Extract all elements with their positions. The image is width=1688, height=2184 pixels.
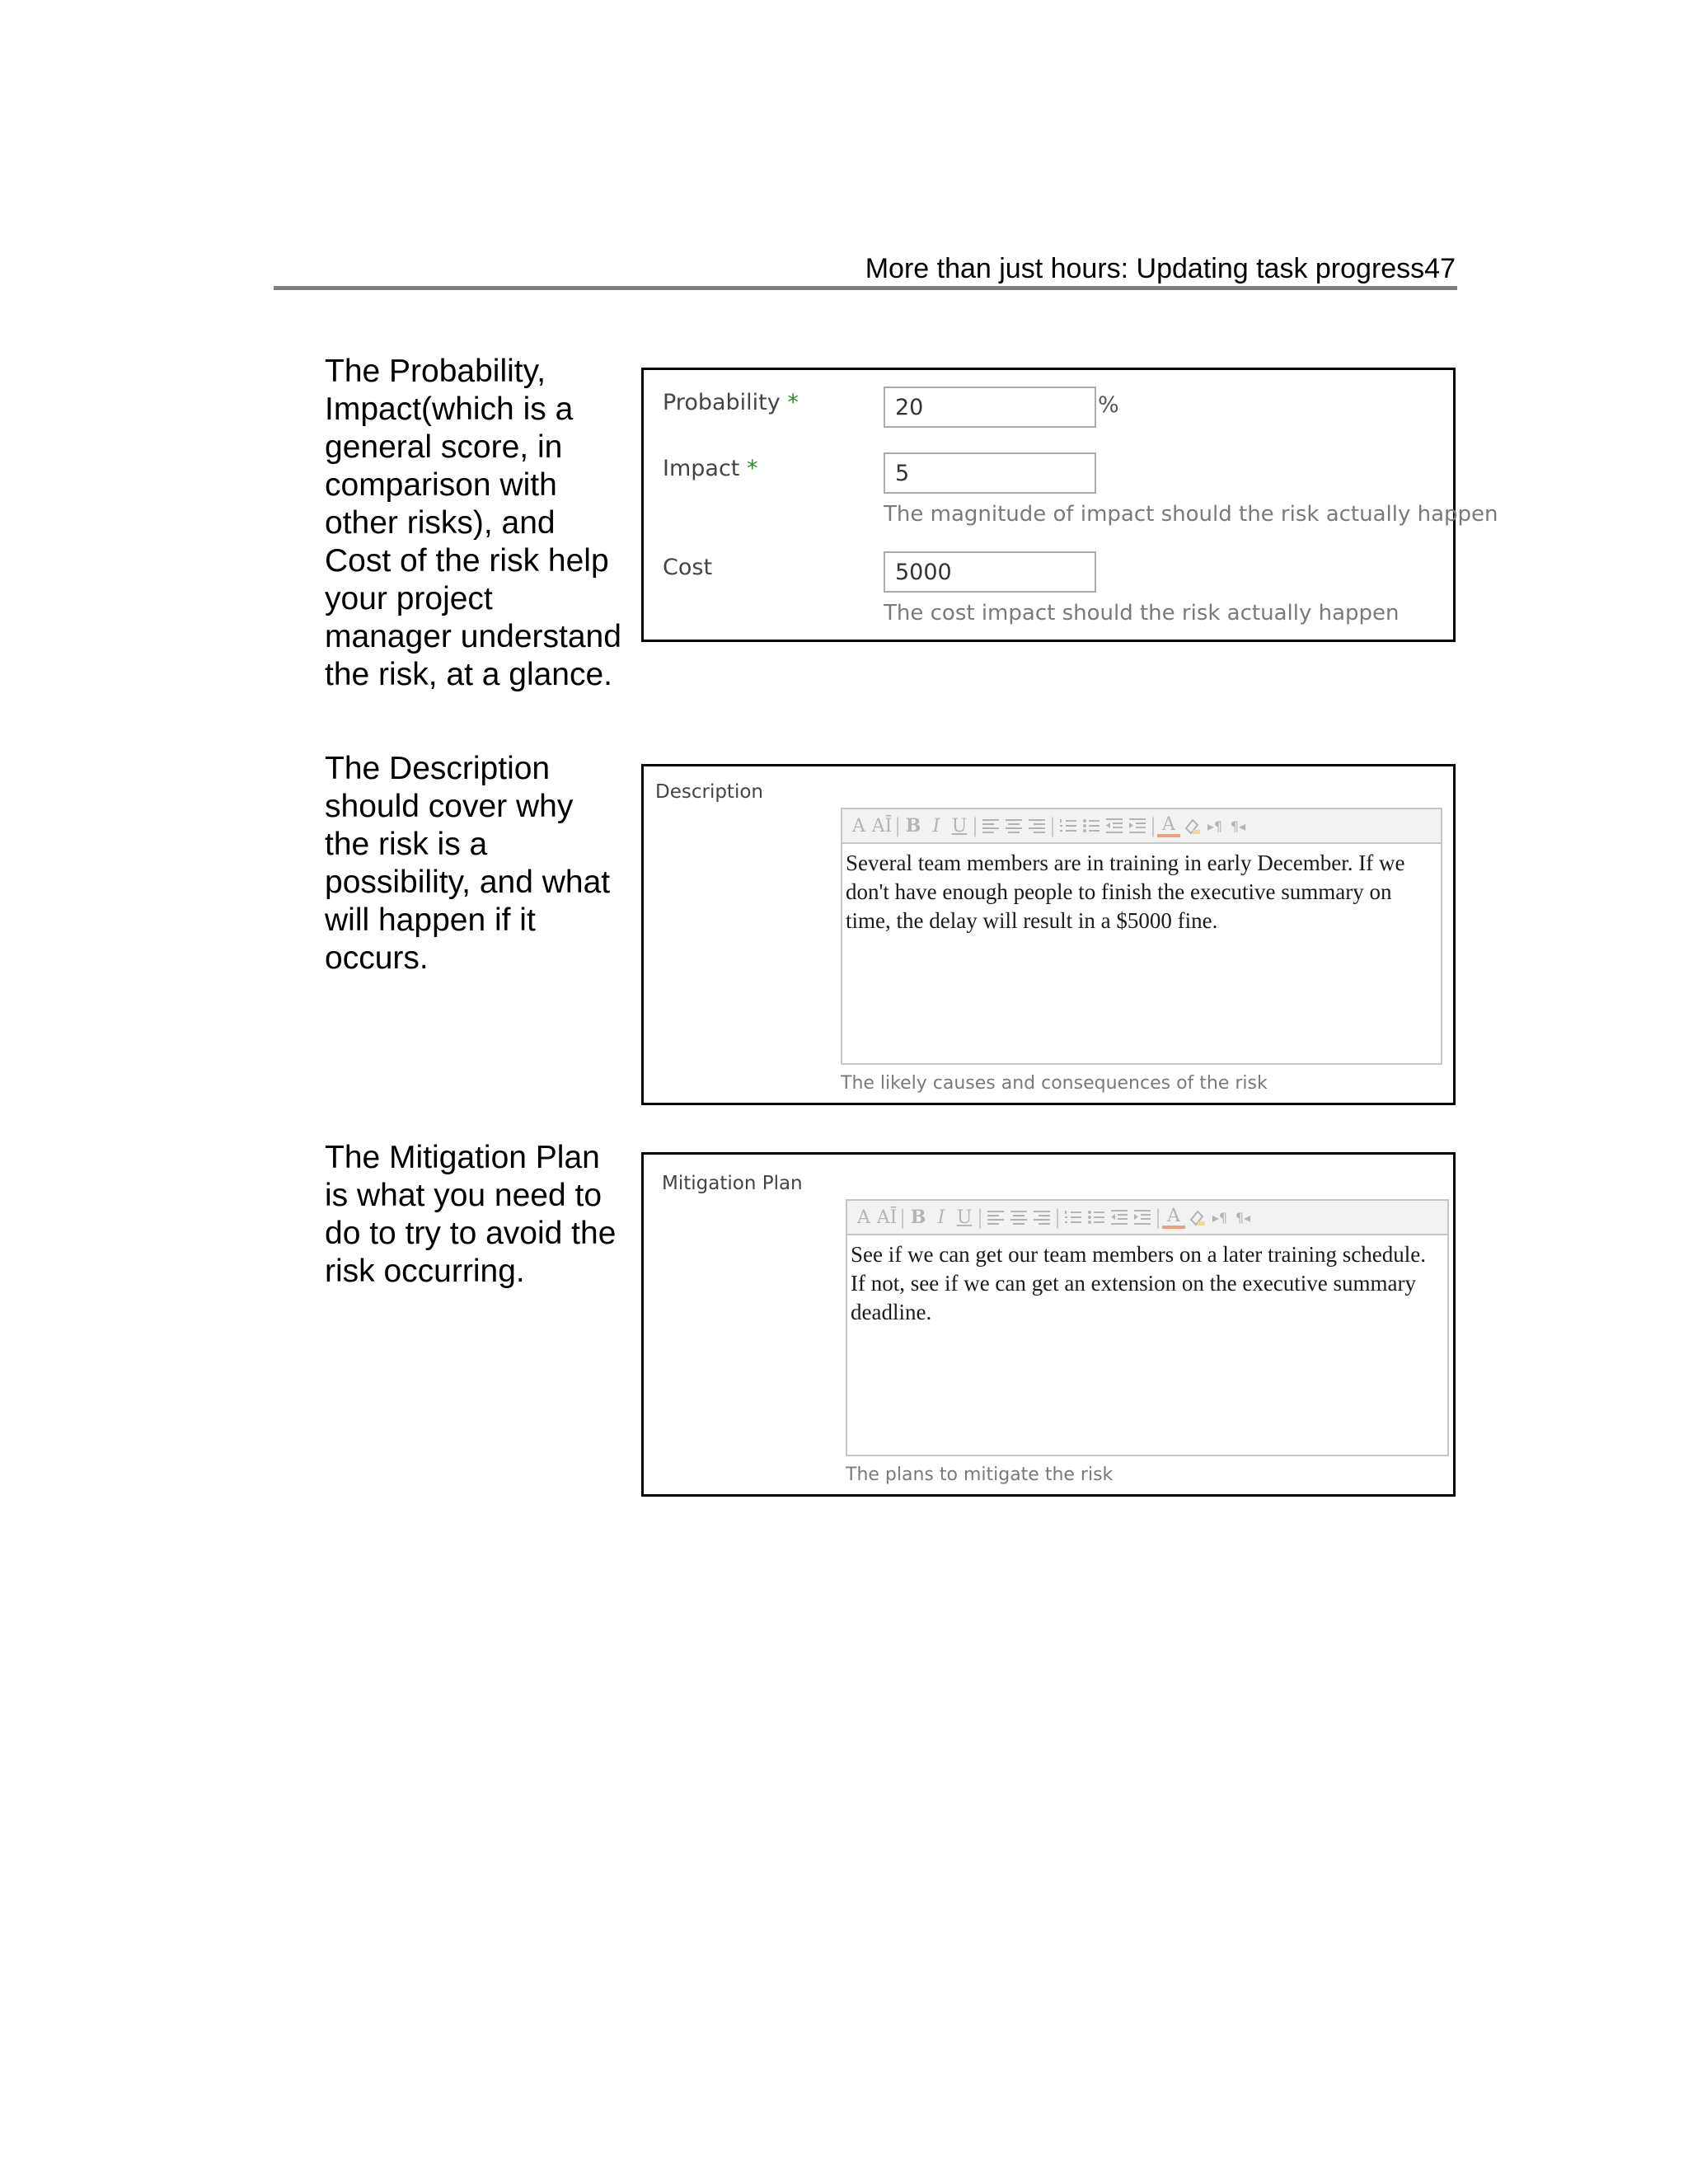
- underline-icon[interactable]: U: [956, 1207, 973, 1228]
- percent-unit: %: [1098, 392, 1119, 418]
- impact-hint: The magnitude of impact should the risk actually happen: [884, 502, 1498, 527]
- description-text[interactable]: Several team members are in training in early December. If we don't have enough people to finish the executive summary on time, the delay will result in a $5000 fine.: [846, 851, 1405, 933]
- bold-icon[interactable]: B: [910, 1207, 926, 1228]
- impact-label: [663, 456, 757, 481]
- running-header: More than just hours: Updating task progress47: [865, 253, 1456, 284]
- decrease-indent-icon[interactable]: [1103, 813, 1126, 838]
- toolbar-separator: |: [1154, 1206, 1162, 1229]
- underline-icon[interactable]: U: [951, 815, 968, 837]
- toolbar-separator: |: [1048, 814, 1057, 837]
- decrease-indent-icon[interactable]: [1108, 1205, 1131, 1230]
- align-left-icon[interactable]: [979, 813, 1002, 838]
- probability-label: [663, 390, 799, 415]
- mitigation-text[interactable]: See if we can get our team members on a later training schedule. If not, see if we can get an extension on the executive summary deadline.: [851, 1242, 1426, 1324]
- rtl-icon[interactable]: ¶◂: [1230, 818, 1246, 834]
- font-size-icon[interactable]: AĪ: [876, 1207, 898, 1228]
- align-center-icon[interactable]: [1007, 1205, 1030, 1230]
- ltr-icon[interactable]: ▸¶: [1212, 1209, 1228, 1226]
- italic-icon[interactable]: I: [932, 815, 940, 837]
- highlight-icon[interactable]: [1185, 1205, 1208, 1230]
- mitigation-hint: The plans to mitigate the risk: [846, 1465, 1114, 1485]
- ltr-icon[interactable]: ▸¶: [1207, 818, 1223, 834]
- toolbar-separator: |: [1053, 1206, 1062, 1229]
- description-editor[interactable]: [841, 808, 1442, 1065]
- caption-mitigation: The Mitigation Plan is what you need to do to try to avoid the risk occurring.: [325, 1140, 617, 1289]
- mitigation-toolbar: [847, 1201, 1447, 1235]
- numbered-list-icon[interactable]: [1062, 1205, 1085, 1230]
- toolbar-separator: |: [1149, 814, 1157, 837]
- text-color-icon[interactable]: A: [1157, 814, 1180, 837]
- increase-indent-icon[interactable]: [1126, 813, 1149, 838]
- risk-scores-panel: [641, 368, 1498, 642]
- text-color-icon[interactable]: A: [1162, 1206, 1185, 1229]
- bold-icon[interactable]: B: [905, 815, 921, 837]
- rtl-icon[interactable]: ¶◂: [1235, 1209, 1251, 1226]
- toolbar-separator: |: [898, 1206, 907, 1229]
- description-toolbar: [842, 809, 1441, 844]
- header-rule: [274, 286, 1457, 290]
- caption-risk-scores: The Probability, Impact(which is a general score, in comparison with other risks), and Cost of the risk help your project manager understand the risk, at a glance.: [325, 354, 621, 692]
- increase-indent-icon[interactable]: [1131, 1205, 1154, 1230]
- description-label: Description: [655, 781, 763, 803]
- cost-hint: The cost impact should the risk actually happen: [884, 601, 1400, 626]
- impact-input[interactable]: 5: [884, 452, 1096, 494]
- mitigation-panel: [641, 1152, 1456, 1497]
- required-mark: *: [746, 456, 758, 481]
- align-left-icon[interactable]: [984, 1205, 1007, 1230]
- highlight-icon[interactable]: [1180, 813, 1203, 838]
- bulleted-list-icon[interactable]: [1085, 1205, 1108, 1230]
- toolbar-separator: |: [976, 1206, 984, 1229]
- align-right-icon[interactable]: [1030, 1205, 1053, 1230]
- probability-input[interactable]: 20: [884, 387, 1096, 428]
- toolbar-separator: |: [893, 814, 902, 837]
- description-hint: The likely causes and consequences of the risk: [841, 1073, 1268, 1094]
- probability-label-text: Probability: [663, 390, 781, 415]
- numbered-list-icon[interactable]: [1057, 813, 1080, 838]
- mitigation-editor[interactable]: [846, 1199, 1449, 1456]
- cost-label-text: Cost: [663, 555, 713, 580]
- bulleted-list-icon[interactable]: [1080, 813, 1103, 838]
- cost-input[interactable]: 5000: [884, 551, 1096, 593]
- impact-label-text: Impact: [663, 456, 740, 481]
- description-panel: [641, 764, 1456, 1105]
- align-center-icon[interactable]: [1002, 813, 1025, 838]
- align-right-icon[interactable]: [1025, 813, 1048, 838]
- font-icon[interactable]: A: [857, 1207, 870, 1228]
- font-size-icon[interactable]: AĪ: [871, 815, 893, 837]
- italic-icon[interactable]: I: [937, 1207, 945, 1228]
- font-icon[interactable]: A: [852, 815, 865, 837]
- mitigation-label: Mitigation Plan: [662, 1173, 803, 1194]
- required-mark: *: [787, 390, 799, 415]
- toolbar-separator: |: [971, 814, 979, 837]
- cost-label: [663, 555, 712, 580]
- caption-description: The Description should cover why the risk is a possibility, and what will happen if it occurs.: [325, 751, 611, 976]
